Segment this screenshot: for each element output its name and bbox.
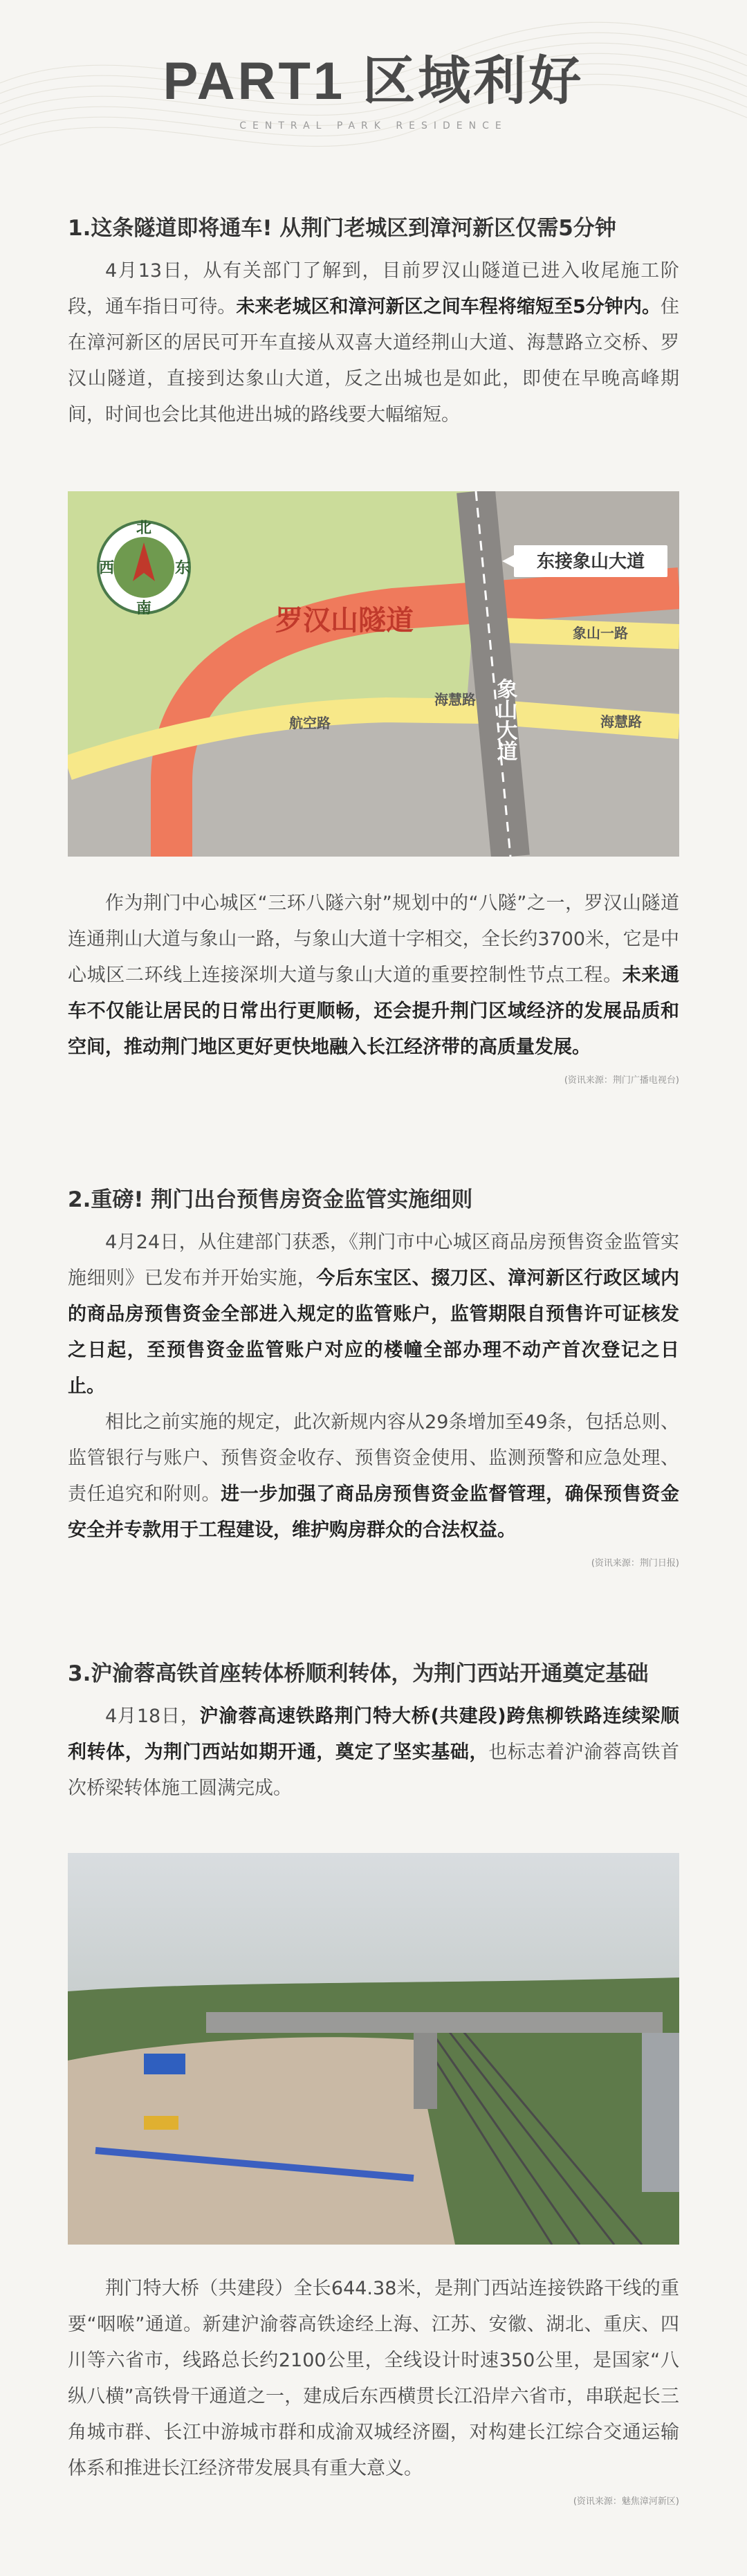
page-subtitle: CENTRAL PARK RESIDENCE [239, 120, 508, 131]
section-2-title: 2.重磅! 荆门出台预售房资金监管实施细则 [68, 1187, 473, 1212]
section-1-continued [68, 886, 679, 1086]
photo-sky [68, 1853, 679, 1991]
section-3-paragraph-1 [68, 1699, 679, 1807]
text-run-bold: 今后东宝区、掇刀区、漳河新区行政区域内的商品房预售资金全部进入规定的监管账户，监管期限自预售许可证核发之日起，至预售资金监管账户对应的楼幢全部办理不动产首次登记之日止。 [68, 1268, 680, 1397]
section-2 [68, 1183, 679, 1569]
bridge-photo [68, 1853, 679, 2245]
section-3-continued [68, 2271, 679, 2507]
section-1-title: 1.这条隧道即将通车! 从荆门老城区到漳河新区仅需5分钟 [68, 216, 616, 241]
text-run-bold: 未来老城区和漳河新区之间车程将缩短至5分钟内。 [236, 296, 661, 318]
compass-north: 北 [136, 520, 152, 537]
text-run: 4月13日，从有关部门了解到，目前罗汉山隧道已进入收尾施工阶段，通车指日可待。 [68, 260, 679, 318]
section-3 [68, 1657, 679, 1807]
section-2-paragraph-2 [68, 1405, 679, 1549]
page-header [0, 52, 747, 131]
text-run: 也标志着沪渝蓉高铁首次桥梁转体施工圆满完成。 [68, 1742, 680, 1799]
text-run-bold: 沪渝蓉高速铁路荆门特大桥(共建段)跨焦柳铁路连续梁顺利转体，为荆门西站如期开通，奠定了坚实基础， [68, 1706, 679, 1763]
map-label-xiangshan-avenue: 象山大道 [492, 678, 517, 761]
tunnel-map [68, 491, 679, 857]
photo-construction-site [68, 2037, 455, 2245]
section-1-source: (资讯来源：荆门广播电视台) [564, 1075, 679, 1086]
section-2-paragraph-1 [68, 1225, 679, 1405]
map-label-haihui-road-left: 海慧路 [434, 691, 476, 708]
text-run: 作为荆门中心城区“三环八隧六射”规划中的“八隧”之一，罗汉山隧道连通荆山大道与象山一路，与象山大道十字相交，全长约3700米，它是中心城区二环线上连接深圳大道与象山大道的重要控制性节点工程。 [68, 893, 679, 986]
section-1 [68, 212, 679, 433]
text-run: 相比之前实施的规定，此次新规内容从29条增加至49条，包括总则、监管银行与账户、预售资金收存、预售资金使用、监测预警和应急处理、责任追究和附则。 [68, 1412, 679, 1505]
map-label-haihui-road-right: 海慧路 [600, 713, 642, 730]
compass-west: 西 [98, 560, 115, 577]
text-run: 4月18日， [105, 1706, 200, 1727]
tunnel-map-svg [68, 491, 679, 857]
compass-south: 南 [136, 600, 152, 617]
map-label-hangkong-road: 航空路 [289, 715, 331, 731]
page-title: PART1 区域利好 [163, 52, 584, 111]
compass-east: 东 [174, 560, 191, 577]
photo-crane-truck [144, 2116, 178, 2130]
section-1-paragraph-1 [68, 253, 679, 433]
section-3-source: (资讯来源：魅焦漳河新区) [573, 2496, 679, 2507]
text-run: 4月24日，从住建部门获悉，《荆门市中心城区商品房预售资金监管实施细则》已发布并开始实施， [68, 1232, 679, 1289]
photo-bridge-girder [206, 2012, 663, 2033]
section-3-paragraph-2: 荆门特大桥（共建段）全长644.38米，是荆门西站连接铁路干线的重要“咽喉”通道。新建沪渝蓉高铁途经上海、江苏、安徽、湖北、重庆、四川等六省市，线路总长约2100公里，全线设计时速350公里，是国家“八纵八横”高铁骨干通道之一，建成后东西横贯长江沿岸六省市，串联起长三角城市群、长江中游城市群和成渝双城经济圈，对构建长江综合交通运输体系和推进长江经济带发展具有重大意义。 [68, 2278, 679, 2479]
text-run: 住在漳河新区的居民可开车直接从双喜大道经荆山大道、海慧路立交桥、罗汉山隧道，直接到达象山大道，反之出城也是如此，即使在早晚高峰期间，时间也会比其他进出城的路线要大幅缩短。 [68, 296, 679, 426]
photo-site-building [144, 2054, 185, 2074]
map-label-tunnel: 罗汉山隧道 [275, 605, 414, 637]
section-2-source: (资讯来源：荆门日报) [591, 1558, 679, 1569]
text-run-bold: 进一步加强了商品房预售资金监督管理，确保预售资金安全并专款用于工程建设，维护购房群众的合法权益。 [68, 1483, 680, 1541]
text-run-bold: 未来通车不仅能让居民的日常出行更顺畅，还会提升荆门区域经济的发展品质和空间，推动荆门地区更好更快地融入长江经济带的高质量发展。 [68, 965, 680, 1058]
bridge-photo-svg [68, 1853, 679, 2245]
map-callout-text: 东接象山大道 [536, 551, 645, 572]
map-callout [502, 545, 667, 577]
map-label-xiangshan-1-road: 象山一路 [573, 625, 628, 641]
photo-pier-right [642, 2033, 679, 2192]
section-1-paragraph-2 [68, 886, 679, 1066]
photo-bridge-pier [414, 2033, 437, 2109]
section-3-title: 3.沪渝蓉高铁首座转体桥顺利转体，为荆门西站开通奠定基础 [68, 1661, 649, 1686]
